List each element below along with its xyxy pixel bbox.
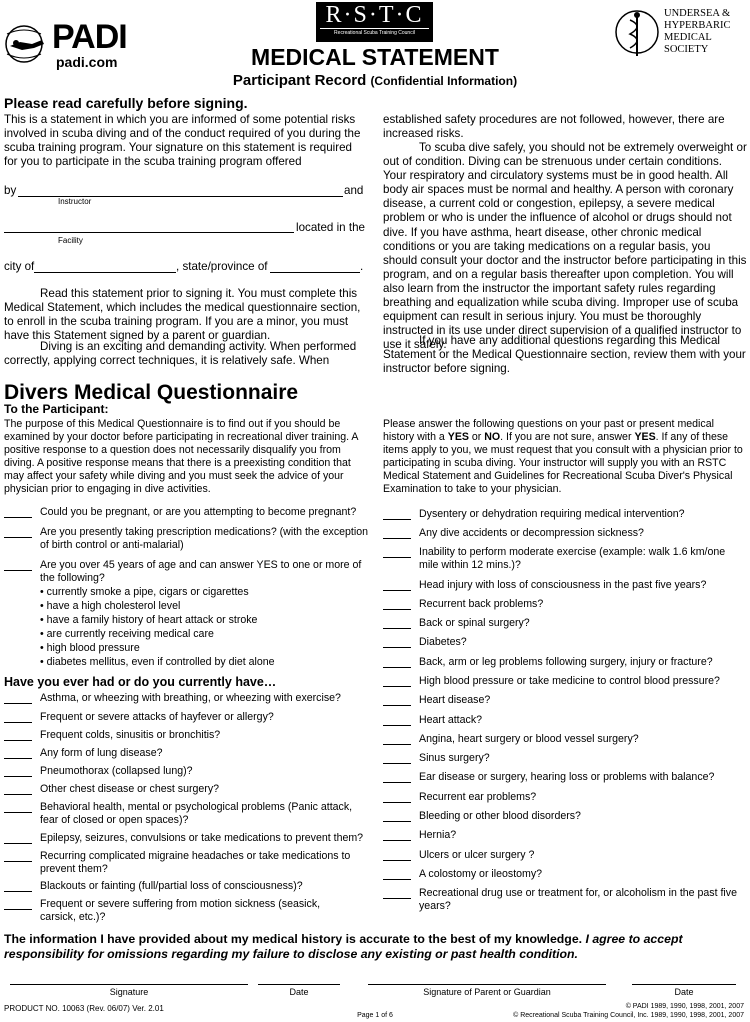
question-text: Head injury with loss of consciousness in the past five years?	[419, 579, 707, 591]
facility-field[interactable]	[4, 232, 294, 233]
question-row	[383, 527, 747, 540]
bullet-item: • diabetes mellitus, even if controlled by diet alone	[40, 656, 275, 668]
question-row	[4, 783, 368, 796]
questionnaire-heading: Divers Medical Questionnaire	[4, 381, 299, 404]
rstc-letters: R·S·T·C	[325, 2, 424, 28]
question-row	[4, 506, 368, 519]
answer-blank[interactable]	[383, 675, 411, 687]
date-line[interactable]	[258, 984, 340, 985]
padi-url: padi.com	[56, 54, 118, 70]
question-text: Frequent or severe suffering from motion sickness (seasick, carsick, etc.)?	[40, 898, 321, 923]
question-text: Other chest disease or chest surgery?	[40, 783, 220, 795]
question-text: Ear disease or surgery, hearing loss or problems with balance?	[419, 771, 715, 783]
answer-blank[interactable]	[4, 801, 32, 813]
instructions-pre: Please answer the following questions on your past or present medical history with a	[383, 418, 714, 443]
question-text: Recurrent back problems?	[419, 598, 544, 610]
instructions-post: . If any of these items apply to you, we must request that you consult with a physician prior to participating in scuba diving. Your instructor will supply you with an RSTC Medical Statement and Guidelines for Recreational Scuba Diver's Physical Examination to take to your physician.	[383, 431, 743, 495]
answer-blank[interactable]	[383, 791, 411, 803]
bullet-item: • have a family history of heart attack or stroke	[40, 614, 258, 626]
rstc-logo	[316, 2, 433, 42]
question-row	[383, 694, 747, 707]
question-text: Back, arm or leg problems following surgery, injury or fracture?	[419, 656, 713, 668]
question-row	[383, 617, 747, 630]
intro-right-3: If you have any additional questions regarding this Medical Statement or the Medical Questionnaire section, review them with your instructor before signing.	[383, 334, 746, 376]
product-number: PRODUCT NO. 10063 (Rev. 06/07) Ver. 2.01	[4, 1004, 164, 1013]
question-row	[383, 714, 747, 727]
answer-blank[interactable]	[383, 579, 411, 591]
question-row	[383, 579, 747, 592]
parent-signature-label: Signature of Parent or Guardian	[423, 987, 551, 997]
and-label: and	[344, 184, 364, 197]
city-field[interactable]	[34, 272, 176, 273]
answer-blank[interactable]	[4, 526, 32, 538]
question-row	[383, 771, 747, 784]
question-text: Frequent colds, sinusitis or bronchitis?	[40, 729, 221, 741]
answer-blank[interactable]	[4, 711, 32, 723]
signature-label: Signature	[109, 987, 149, 997]
padi-wordmark: PADI	[52, 18, 127, 56]
uhms-line-3: MEDICAL SOCIETY	[664, 32, 712, 55]
answer-blank[interactable]	[4, 506, 32, 518]
question-text: Could you be pregnant, or are you attempting to become pregnant?	[40, 506, 357, 518]
uhms-line-2: HYPERBARIC	[664, 20, 731, 31]
question-text: Frequent or severe attacks of hayfever or allergy?	[40, 711, 274, 723]
answer-blank[interactable]	[383, 656, 411, 668]
instructor-label: Instructor	[58, 197, 92, 206]
question-text: Back or spinal surgery?	[419, 617, 530, 629]
date-label: Date	[289, 987, 309, 997]
or-word: or	[468, 431, 485, 443]
question-row	[4, 526, 368, 551]
question-row	[4, 850, 368, 875]
by-label: by	[4, 184, 17, 197]
question-text: High blood pressure or take medicine to control blood pressure?	[419, 675, 720, 687]
copyright-rstc: © Recreational Scuba Training Council, Inc. 1989, 1990, 1998, 2001, 2007	[513, 1012, 744, 1019]
question-text: Are you over 45 years of age and can answer YES to one or more of the following?	[40, 559, 362, 584]
question-text: Recurring complicated migraine headaches or take medications to prevent them?	[40, 850, 351, 875]
state-label: , state/province of	[176, 260, 268, 273]
question-text: Hernia?	[419, 829, 457, 841]
intro-right-1: established safety procedures are not followed, however, there are increased risks.	[383, 113, 725, 141]
answer-blank[interactable]	[4, 692, 32, 704]
bullet-text: currently smoke a pipe, cigars or cigarettes	[46, 586, 249, 598]
questionnaire-purpose: The purpose of this Medical Questionnaire is to find out if you should be examined by your doctor before participating in recreational diver training. A positive response to a question does not necessarily disqualify you from diving. A positive response means that there is a preexisting condition that may affect your safety while diving and you must seek the advice of your physician prior to engaging in dive activities.	[4, 418, 358, 495]
question-row	[4, 711, 368, 724]
answer-blank[interactable]	[4, 832, 32, 844]
answer-blank[interactable]	[383, 810, 411, 822]
question-row	[383, 791, 747, 804]
question-row	[4, 729, 368, 742]
answer-blank[interactable]	[4, 765, 32, 777]
answer-blank[interactable]	[383, 771, 411, 783]
question-text: Behavioral health, mental or psychological problems (Panic attack, fear of closed or open spaces)?	[40, 801, 353, 826]
question-text: Blackouts or fainting (full/partial loss of consciousness)?	[40, 880, 303, 892]
bullet-item: • are currently receiving medical care	[40, 628, 214, 640]
question-row	[383, 810, 747, 823]
question-row	[383, 733, 747, 746]
question-row	[4, 747, 368, 760]
answer-blank[interactable]	[383, 868, 411, 880]
question-text: Heart attack?	[419, 714, 483, 726]
question-row	[383, 546, 747, 571]
answer-blank[interactable]	[383, 752, 411, 764]
page-title: MEDICAL STATEMENT	[251, 44, 499, 70]
subtitle-note: (Confidential Information)	[370, 74, 518, 88]
question-text: Ulcers or ulcer surgery ?	[419, 849, 535, 861]
bullet-text: have a high cholesterol level	[46, 600, 181, 612]
question-row	[4, 801, 368, 826]
question-text: Recreational drug use or treatment for, or alcoholism in the past five years?	[419, 887, 737, 912]
answer-blank[interactable]	[4, 783, 32, 795]
question-row	[383, 636, 747, 649]
uhms-line-1: UNDERSEA &	[664, 8, 731, 19]
signature-line[interactable]	[10, 984, 248, 985]
to-participant-heading: To the Participant:	[4, 402, 109, 416]
question-row	[383, 675, 747, 688]
copyright-padi: © PADI 1989, 1990, 1998, 2001, 2007	[625, 1003, 744, 1010]
bullet-text: high blood pressure	[46, 642, 140, 654]
question-row	[4, 692, 368, 705]
question-text: Bleeding or other blood disorders?	[419, 810, 581, 822]
question-text: Pneumothorax (collapsed lung)?	[40, 765, 193, 777]
affirmation-bold: The information I have provided about my medical history is accurate to the best of my knowledge.	[4, 932, 583, 946]
question-row	[4, 880, 368, 893]
question-row	[383, 656, 747, 669]
answer-blank[interactable]	[4, 559, 32, 571]
answer-blank[interactable]	[4, 880, 32, 892]
date-line-2[interactable]	[632, 984, 736, 985]
affirmation-italic: I agree to accept responsibility for omissions regarding my failure to disclose any existing or past health condition.	[4, 932, 683, 961]
answer-blank[interactable]	[383, 617, 411, 629]
question-text: Heart disease?	[419, 694, 491, 706]
answer-blank[interactable]	[383, 714, 411, 726]
question-text: Sinus surgery?	[419, 752, 490, 764]
question-row	[383, 868, 747, 881]
question-text: Any form of lung disease?	[40, 747, 163, 759]
question-row	[383, 849, 747, 862]
answer-blank[interactable]	[383, 829, 411, 841]
bullet-text: are currently receiving medical care	[46, 628, 214, 640]
answer-blank[interactable]	[383, 508, 411, 520]
question-text: Dysentery or dehydration requiring medical intervention?	[419, 508, 685, 520]
answer-blank[interactable]	[383, 849, 411, 861]
question-text: Epilepsy, seizures, convulsions or take medications to prevent them?	[40, 832, 364, 844]
question-row	[383, 598, 747, 611]
intro-heading: Please read carefully before signing.	[4, 95, 248, 111]
answer-blank[interactable]	[383, 527, 411, 539]
subtitle-main: Participant Record	[232, 72, 367, 89]
answer-blank[interactable]	[383, 887, 411, 899]
instructions-mid: . If you are not sure, answer	[500, 431, 635, 443]
question-row	[4, 832, 368, 845]
question-text: Angina, heart surgery or blood vessel surgery?	[419, 733, 639, 745]
city-label: city of	[4, 260, 35, 273]
affirmation	[4, 932, 744, 962]
yes-word: YES	[447, 431, 469, 443]
question-text: A colostomy or ileostomy?	[419, 868, 543, 880]
intro-paragraph-1: This is a statement in which you are informed of some potential risks involved in scuba diving and of the conduct required of you during the scuba training program. Your signature on this statement is required for you to participate in the scuba training program offered	[4, 113, 361, 169]
answer-blank[interactable]	[4, 729, 32, 741]
question-text: Any dive accidents or decompression sickness?	[419, 527, 644, 539]
intro-right-2: To scuba dive safely, you should not be extremely overweight or out of condition. Diving can be strenuous under certain conditions. Your respiratory and circulatory systems must be in good health. All body air spaces must be normal and healthy. A person with coronary disease, a current cold or congestion, epilepsy, a severe medical problem or who is under the influence of alcohol or drugs should not dive. If you have asthma, heart disease, other chronic medical conditions or you are taking medications on a regular basis, you should consult your doctor and the instructor before participating in this program, and on a regular basis thereafter upon completion. You will also learn from the instructor the important safety rules regarding breathing and equalization while scuba diving. Improper use of scuba equipment can result in serious injury. You must be thoroughly instructed in its use under direct supervision of a qualified instructor to use it safely.	[383, 141, 747, 352]
bullet-item: • have a high cholesterol level	[40, 600, 181, 612]
question-text: Are you presently taking prescription medications? (with the exception of birth control or anti-malarial)	[40, 526, 368, 551]
bullet-text: diabetes mellitus, even if controlled by diet alone	[46, 656, 275, 668]
answer-blank[interactable]	[383, 636, 411, 648]
answer-blank[interactable]	[383, 733, 411, 745]
question-row	[383, 508, 747, 521]
page-subtitle	[0, 72, 750, 89]
question-row	[4, 898, 368, 923]
bullet-item: • currently smoke a pipe, cigars or cigarettes	[40, 586, 249, 598]
rstc-subtitle: Recreational Scuba Training Council	[320, 28, 429, 38]
located-label: located in the	[296, 221, 365, 234]
answer-blank[interactable]	[383, 546, 411, 558]
question-row	[4, 559, 368, 584]
facility-label: Facility	[58, 236, 83, 245]
intro-paragraph-2: Read this statement prior to signing it. You must complete this Medical Statement, which includes the medical questionnaire section, to enroll in the scuba training program. If you are a minor, you must have this Statement signed by a parent or guardian.	[4, 287, 361, 343]
intro-paragraph-3: Diving is an exciting and demanding activity. When performed correctly, applying correct techniques, it is relatively safe. When	[4, 340, 357, 368]
question-text: Asthma, or wheezing with breathing, or wheezing with exercise?	[40, 692, 341, 704]
bullet-text: have a family history of heart attack or stroke	[46, 614, 258, 626]
answer-blank[interactable]	[4, 898, 32, 910]
no-word: NO	[484, 431, 501, 443]
answer-blank[interactable]	[4, 850, 32, 862]
page-number: Page 1 of 6	[357, 1012, 393, 1019]
answer-blank[interactable]	[383, 694, 411, 706]
date-label-2: Date	[674, 987, 694, 997]
questionnaire-instructions	[383, 418, 747, 496]
question-text: Diabetes?	[419, 636, 467, 648]
question-row	[383, 887, 747, 912]
state-field[interactable]	[270, 272, 360, 273]
question-row	[383, 829, 747, 842]
question-text: Inability to perform moderate exercise (example: walk 1.6 km/one mile within 12 mins.)?	[419, 546, 726, 571]
parent-signature-line[interactable]	[368, 984, 606, 985]
have-heading: Have you ever had or do you currently have…	[4, 675, 277, 689]
answer-blank[interactable]	[4, 747, 32, 759]
state-period: .	[360, 260, 364, 273]
answer-blank[interactable]	[383, 598, 411, 610]
question-text: Recurrent ear problems?	[419, 791, 537, 803]
yes-word-2: YES	[634, 431, 656, 443]
bullet-item: • high blood pressure	[40, 642, 140, 654]
question-row	[4, 765, 368, 778]
question-row	[383, 752, 747, 765]
